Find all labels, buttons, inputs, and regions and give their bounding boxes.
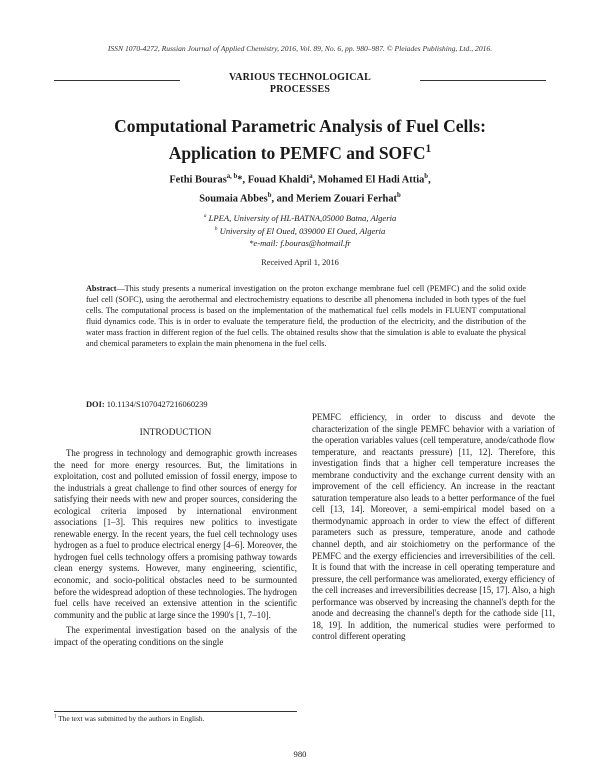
paper-title-line1: Computational Parametric Analysis of Fuel Cells: (114, 116, 486, 136)
footnote (54, 714, 297, 723)
footnote-rule (54, 711, 297, 712)
intro-paragraph-3: PEMFC efficiency, in order to discuss and devote the characterization of the single PEMFC behavior with a variation of the operation variables values (cell temperature, anode/cathode flow temperature, and reactants pressure) [11, 12]. Therefore, this investigation finds that a higher cell temperature increases the membrane conductivity and the exchange current density with an improvement of the cell efficiency. An increase in the reactant saturation temperature also leads to a better performance of the fuel cell [13, 14]. Moreover, a semi-empirical model based on a thermodynamic approach in order to view the effect of different parameters such as pressure, temperature, anode and cathode channel depth, and air stoichiometry on the performance of the PEMFC and the exergy efficiencies and irreversibilities of the cell. It is found that with the increase in cell operating temperature and pressure, the cell performance was ameliorated, exergy efficiency of the cell increases and irreversibilities decrease [15, 17]. Also, a high performance was observed by increasing the channel's depth for the anode and decreasing the channel's depth for the cathode side [11, 18, 19]. In addition, the numerical studies were performed to control different operating (312, 412, 555, 642)
abstract-text: —This study presents a numerical investigation on the proton exchange membrane fuel cell (PEMFC) and the solid oxide fuel cell (SOFC), using the aerothermal and electrochemistry equations to describe all phenomena included in both types of the fuel cells. The computational process is based on the implementation of the mathematical fuel cells models in FLUENT computational fluid dynamics code. This is in order to evaluate the temperature field, the production of the electricity, and the distribution of the water mass fraction in different region of the fuel cells. The obtained results show that the simulation is able to evaluate the physical and chemical parameters to explain the main phenomena in the fuel cells. (86, 284, 526, 348)
affiliation-item: $^a$ LPEA, University of HL-BATNA,05000 Batna, Algeria (203, 212, 397, 223)
author-line-1: Fethi Bouras$^{a, b}$*, Fouad Khaldi$^a$, Mohamed El Hadi Attia$^b$, (169, 173, 431, 186)
abstract (86, 283, 526, 349)
author-name: Fouad Khaldi (247, 174, 310, 186)
section-title (185, 72, 415, 96)
author-name: Mohamed El Hadi Attia (317, 174, 425, 186)
abstract-label: Abstract (86, 284, 117, 293)
author-affiliation-mark: a, b (226, 173, 238, 180)
doi-label: DOI: (86, 400, 105, 409)
received-date: Received April 1, 2016 (261, 258, 339, 267)
footnote-text: The text was submitted by the authors in English. (58, 714, 205, 723)
author-affiliation-mark: a (309, 173, 313, 180)
doi-value: 10.1134/S1070427216060239 (106, 400, 208, 409)
section-rule-right (420, 80, 546, 81)
author-name: Meriem Zouari Ferhat (296, 193, 397, 205)
author-line-2: Soumaia Abbes$^b$, and Meriem Zouari Ferhat$^b$ (199, 192, 401, 205)
footnote-mark: 1 (54, 714, 57, 720)
author-list (60, 169, 540, 208)
title-footnote-mark: 1 (425, 143, 432, 155)
doi-line (86, 400, 526, 409)
contact-email: *e-mail: f.bouras@hotmail.fr (249, 237, 351, 248)
right-column (312, 412, 555, 643)
author-name: Soumaia Abbes (199, 193, 268, 205)
affiliation-list (60, 211, 540, 249)
intro-paragraph-2: The experimental investigation based on the analysis of the impact of the operating conditions on the single (54, 625, 297, 647)
section-title-line2: PROCESSES (269, 84, 331, 95)
paper-title (60, 115, 540, 165)
author-name: Fethi Bouras (169, 174, 227, 186)
intro-paragraph-1: The progress in technology and demographic growth increases the need for more energy resources. But, the limitations in exploitation, cost and polluted emission of fossil energy, impose to the industrials a great challenge to find other sources of energy for satisfying their needs with new and proper sources, considering the ecological criteria imposed by international environment associations [1–3]. This requires new politics to investigate renewable energy. In the recent years, the fuel cell technology uses hydrogen as a fuel to produce electrical energy [4–6]. Moreover, the hydrogen fuel cells technology offers a promising pathway towards clean energy systems. However, many engineering, scientific, economic, and socio-political obstacles need to be surmounted before the widespread adoption of these technologies. The hydrogen fuel cells have received an extensive attention in the scientific community and the public at large since the 1990's [1, 7–10]. (54, 448, 297, 620)
introduction-heading: INTRODUCTION (139, 428, 212, 438)
section-title-line1: VARIOUS TECHNOLOGICAL (229, 72, 371, 83)
page-number: 980 (293, 749, 307, 759)
paper-title-line2: Application to PEMFC and SOFC$^1$ (168, 142, 432, 163)
section-rule-left (54, 80, 180, 81)
left-column (54, 448, 297, 648)
affiliation-item: $^b$ University of El Oued, 039000 El Oued, Algeria (214, 226, 386, 237)
journal-header: ISSN 1070-4272, Russian Journal of Applied Chemistry, 2016, Vol. 89, No. 6, pp. 980–987. © Pleiades Publishing, Ltd., 2016. (107, 44, 493, 53)
author-affiliation-mark: b (267, 192, 272, 200)
author-affiliation-mark: b (396, 192, 401, 200)
author-affiliation-mark: b (424, 173, 429, 180)
